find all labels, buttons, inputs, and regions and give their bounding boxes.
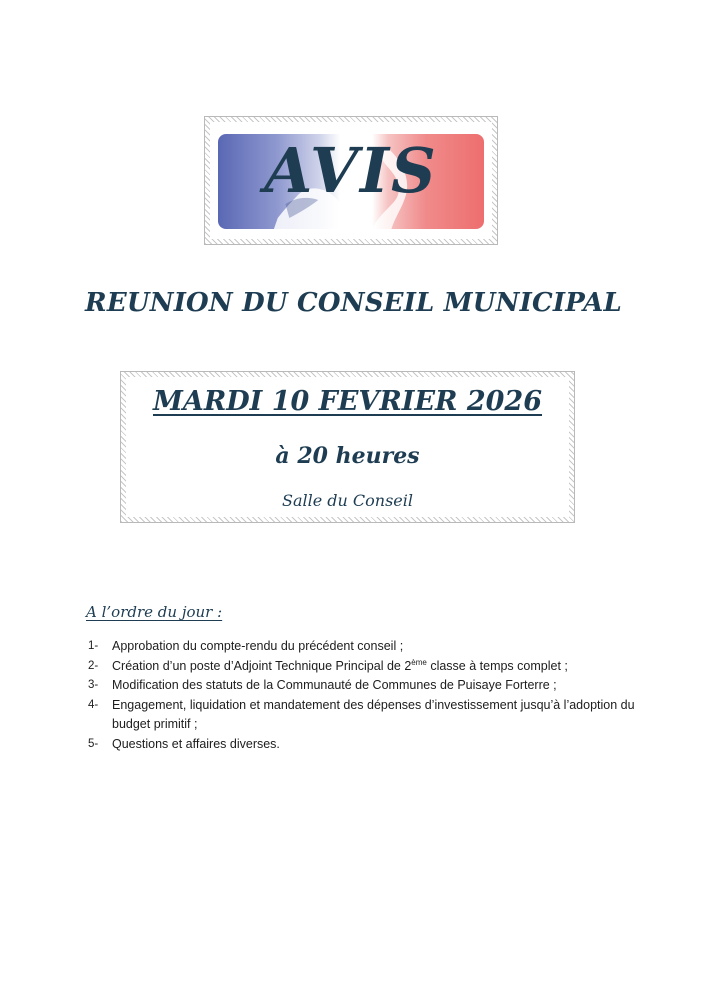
- meeting-date: MARDI 10 FEVRIER 2026: [152, 386, 543, 417]
- agenda-item-number: 2-: [88, 659, 99, 672]
- meeting-place: Salle du Conseil: [281, 491, 413, 510]
- meeting-time: à 20 heures: [275, 443, 420, 469]
- ordinal-suffix: ème: [411, 657, 427, 667]
- agenda-item-text: [112, 659, 568, 673]
- agenda-item: [88, 735, 648, 755]
- agenda-item-number: 1-: [88, 640, 99, 652]
- avis-banner-frame: [205, 117, 497, 244]
- agenda-item-number: 3-: [88, 679, 99, 691]
- avis-banner: [210, 122, 492, 239]
- agenda-item: [88, 637, 648, 657]
- agenda-item-text-end: classe à temps complet ;: [426, 658, 568, 673]
- agenda-item-text: Approbation du compte-rendu du précédent conseil ;: [112, 639, 404, 653]
- agenda-heading: A l’ordre du jour :: [86, 603, 223, 621]
- agenda-item: [88, 676, 648, 696]
- agenda-item-text-start: Création d’un poste d’Adjoint Technique Principal de 2: [112, 658, 412, 673]
- agenda-item-text: Questions et affaires diverses.: [112, 736, 280, 751]
- date-box: [126, 377, 569, 517]
- agenda-item-number: 5-: [88, 737, 99, 750]
- agenda-item-number: 4-: [88, 698, 99, 711]
- agenda-list: [88, 637, 648, 754]
- date-frame: [121, 372, 574, 522]
- agenda-item-text: Engagement, liquidation et mandatement des dépenses d’investissement jusqu’à l’adoption du budget primitif ;: [112, 697, 635, 731]
- meeting-title: REUNION DU CONSEIL MUNICIPAL: [85, 288, 622, 318]
- agenda-item: [88, 657, 648, 677]
- agenda-item-text: Modification des statuts de la Communauté de Communes de Puisaye Forterre ;: [112, 678, 557, 692]
- avis-title: AVIS: [264, 134, 438, 207]
- agenda-item: [88, 696, 648, 735]
